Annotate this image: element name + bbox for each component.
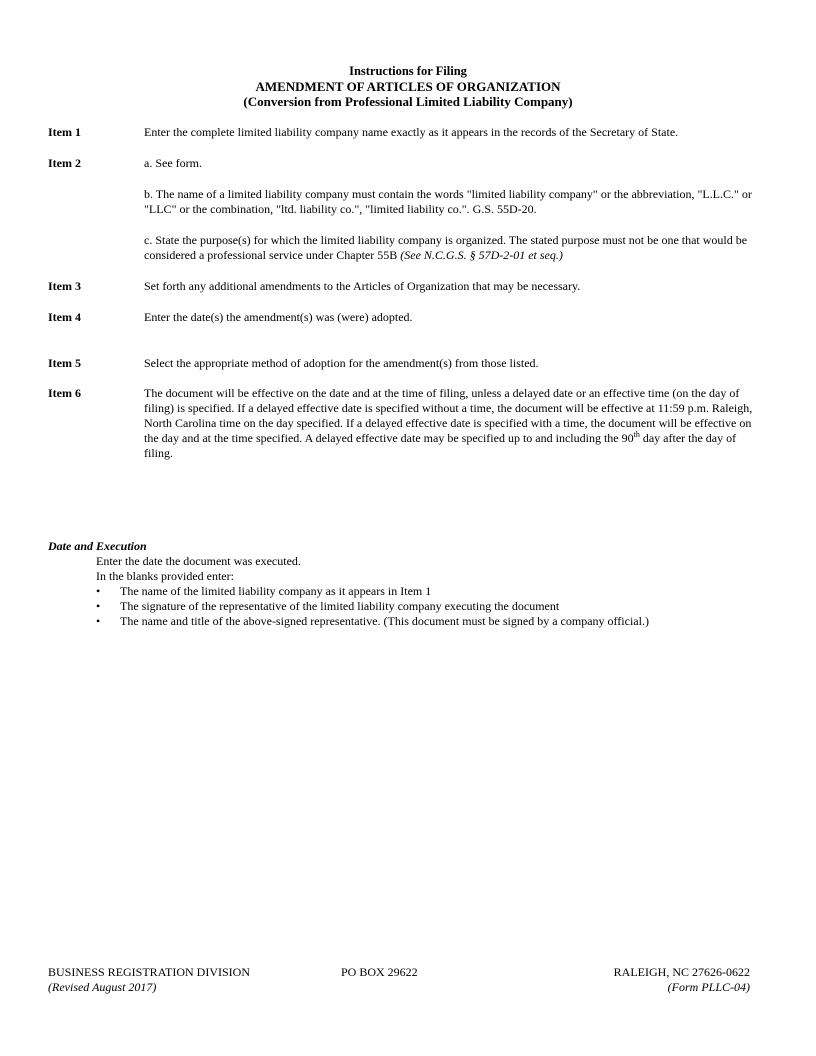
item-2c-text: c. State the purpose(s) for which the limited liability company is organized. The stated purpose must not be one that would be considered a professional service under Chapter 55B <box>144 233 748 262</box>
item-4-text: Enter the date(s) the amendment(s) was (were) adopted. <box>144 310 413 324</box>
item-1-label: Item 1 <box>48 125 81 139</box>
footer-city: RALEIGH, NC 27626-0622 <box>613 965 750 979</box>
footer-row-2 <box>48 980 750 995</box>
section-heading: Date and Execution <box>48 539 147 553</box>
execution-bullet-list <box>48 584 768 629</box>
list-item-text: The signature of the representative of the limited liability company executing the document <box>120 599 560 613</box>
item-2-body <box>144 156 768 263</box>
execution-lines <box>48 554 768 584</box>
bullet-icon: • <box>96 584 101 598</box>
list-item <box>96 584 768 599</box>
footer-po-box: PO BOX 29622 <box>341 965 418 979</box>
item-5-label: Item 5 <box>48 356 81 370</box>
footer-row-1 <box>48 965 750 980</box>
item-6-text-end: day after the day of filing. <box>144 431 737 460</box>
page-footer <box>48 965 750 995</box>
list-item-text: The name of the limited liability company as it appears in Item 1 <box>120 584 432 598</box>
item-2-label: Item 2 <box>48 156 81 170</box>
ordinal-suffix: th <box>633 430 640 439</box>
item-4-label: Item 4 <box>48 310 81 324</box>
header-subtitle: Instructions for Filing <box>349 64 467 78</box>
item-3-label: Item 3 <box>48 279 81 293</box>
bullet-icon: • <box>96 599 101 613</box>
page-header <box>0 64 816 109</box>
page-title: AMENDMENT OF ARTICLES OF ORGANIZATION <box>255 79 561 94</box>
footer-division: BUSINESS REGISTRATION DIVISION <box>48 965 251 979</box>
footer-form-number: (Form PLLC-04) <box>667 980 750 994</box>
bullet-icon: • <box>96 614 101 628</box>
list-item <box>96 599 768 614</box>
item-2a-text: a. See form. <box>144 156 202 170</box>
item-5-text: Select the appropriate method of adoption for the amendment(s) from those listed. <box>144 356 539 370</box>
statute-reference: (See N.C.G.S. § 57D-2-01 et seq.) <box>400 248 563 262</box>
header-note: (Conversion from Professional Limited Liability Company) <box>243 94 573 109</box>
item-2b-text: b. The name of a limited liability company must contain the words "limited liability company" or the abbreviation, "L.L.C." or "LLC" or the combination, "ltd. liability co.", "limited liability co.". G.S. 55D-20. <box>144 187 752 216</box>
footer-revised: (Revised August 2017) <box>48 980 157 994</box>
item-1-text: Enter the complete limited liability company name exactly as it appears in the records of the Secretary of State. <box>144 125 679 139</box>
execution-line-2: In the blanks provided enter: <box>96 569 234 583</box>
date-and-execution-section <box>48 539 768 629</box>
item-2c-paragraph <box>144 233 768 263</box>
item-6-text-main: The document will be effective on the date and at the time of filing, unless a delayed date or an effective time (on the day of filing) is specified. If a delayed effective date is specified without a time, the document will be effective at 11:59 p.m. Raleigh, North Carolina time on the day specified. If a delayed effective date is specified with a time, the document will be effective on the day and at the time specified. A delayed effective date may be specified up to and including the 90 <box>144 386 753 445</box>
execution-line-1: Enter the date the document was executed. <box>96 554 301 568</box>
item-6-label: Item 6 <box>48 386 81 400</box>
item-3-text: Set forth any additional amendments to the Articles of Organization that may be necessary. <box>144 279 581 293</box>
list-item <box>96 614 768 629</box>
list-item-text: The name and title of the above-signed representative. (This document must be signed by a company official.) <box>120 614 649 628</box>
item-6-text <box>144 386 768 461</box>
